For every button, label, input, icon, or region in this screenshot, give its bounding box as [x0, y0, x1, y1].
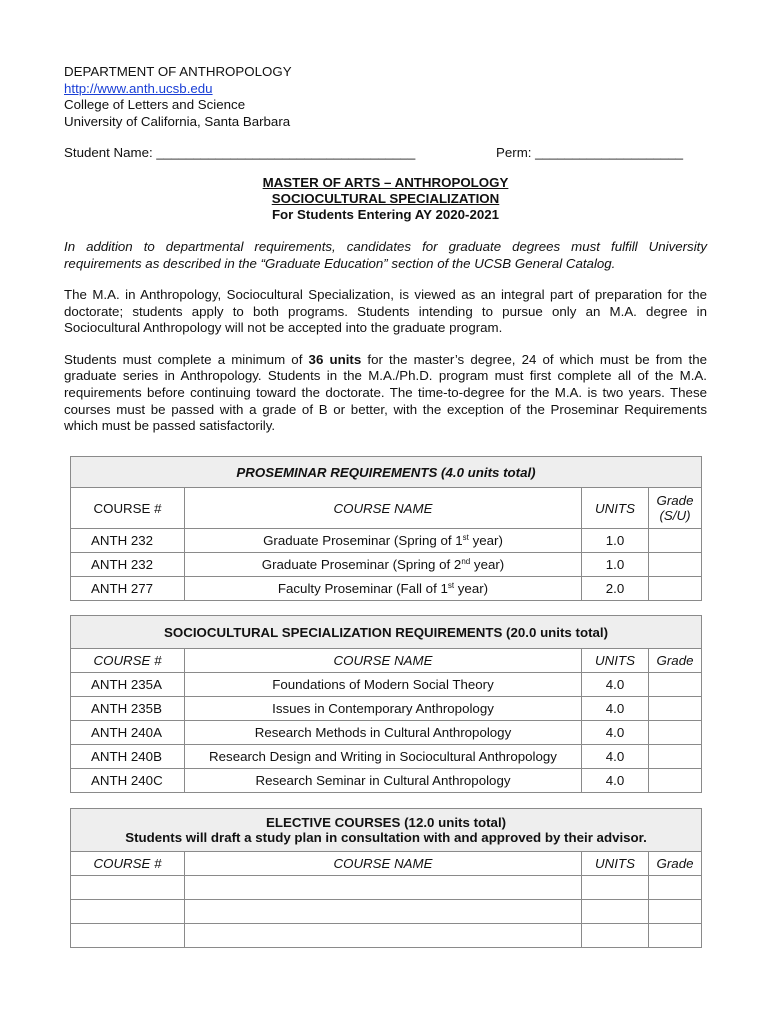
grade-cell[interactable]	[649, 721, 702, 745]
units-minimum: 36 units	[308, 351, 362, 367]
table-row: ANTH 240B Research Design and Writing in Sociocultural Anthropology 4.0	[71, 745, 702, 769]
units-input-cell[interactable]	[582, 876, 649, 900]
course-name-input-cell[interactable]	[185, 900, 582, 924]
col-name-header: COURSE NAME	[185, 488, 582, 529]
grade-cell[interactable]	[649, 876, 702, 900]
grade-cell[interactable]	[649, 900, 702, 924]
grade-cell[interactable]	[649, 529, 702, 553]
department-name: DEPARTMENT OF ANTHROPOLOGY	[64, 64, 292, 79]
table-row: ANTH 232 Graduate Proseminar (Spring of 2nd year) 1.0	[71, 553, 702, 577]
grade-cell[interactable]	[649, 553, 702, 577]
document-title	[64, 175, 707, 223]
intro-paragraph: In addition to departmental requirements, candidates for graduate degrees must fulfill University requirements as described in the “Graduate Education” section of the UCSB General Catalog.	[64, 239, 707, 271]
table-row: ANTH 240C Research Seminar in Cultural Anthropology 4.0	[71, 769, 702, 793]
department-url-link[interactable]: http://www.anth.ucsb.edu	[64, 80, 213, 96]
college-name: College of Letters and Science	[64, 97, 246, 112]
table-row: ANTH 235A Foundations of Modern Social Theory 4.0	[71, 673, 702, 697]
col-units-header: UNITS	[582, 488, 649, 529]
units-paragraph: Students must complete a minimum of 36 units for the master’s degree, 24 of which must be from the graduate series in Anthropology. Students in the M.A./Ph.D. program must first complete all of the M.A. requirements before continuing toward the doctorate. The time-to-degree for the M.A. is two years. These courses must be passed with a grade of B or better, with the exception of the Proseminar Requirements which must be passed satisfactorily.	[64, 351, 707, 434]
document-page	[64, 64, 707, 435]
perm-field[interactable]: Perm: ____________________	[496, 145, 684, 160]
units-input-cell[interactable]	[582, 924, 649, 948]
grade-cell[interactable]	[649, 745, 702, 769]
specialization-table	[70, 615, 702, 793]
grade-cell[interactable]	[649, 673, 702, 697]
electives-heading: ELECTIVE COURSES (12.0 units total) Students will draft a study plan in consultation with and approved by their advisor.	[71, 809, 702, 852]
electives-table	[70, 808, 702, 948]
table-row: ANTH 240A Research Methods in Cultural Anthropology 4.0	[71, 721, 702, 745]
title-line-3: For Students Entering AY 2020-2021	[271, 207, 500, 222]
col-course-header: COURSE #	[71, 488, 185, 529]
col-course-header: COURSE #	[71, 852, 185, 876]
table-row: ANTH 232 Graduate Proseminar (Spring of 1st year) 1.0	[71, 529, 702, 553]
grade-cell[interactable]	[649, 924, 702, 948]
proseminar-heading: PROSEMINAR REQUIREMENTS (4.0 units total)	[71, 457, 702, 488]
col-grade-header: Grade	[649, 649, 702, 673]
col-units-header: UNITS	[582, 649, 649, 673]
col-units-header: UNITS	[582, 852, 649, 876]
units-input-cell[interactable]	[582, 900, 649, 924]
course-name-input-cell[interactable]	[185, 876, 582, 900]
col-course-header: COURSE #	[71, 649, 185, 673]
course-input-cell[interactable]	[71, 876, 185, 900]
course-name-input-cell[interactable]	[185, 924, 582, 948]
col-grade-header: Grade	[649, 852, 702, 876]
table-row	[71, 876, 702, 900]
table-row: ANTH 235B Issues in Contemporary Anthropology 4.0	[71, 697, 702, 721]
proseminar-table	[70, 456, 702, 601]
col-name-header: COURSE NAME	[185, 649, 582, 673]
course-input-cell[interactable]	[71, 900, 185, 924]
col-grade-header: Grade (S/U)	[649, 488, 702, 529]
table-row: ANTH 277 Faculty Proseminar (Fall of 1st year) 2.0	[71, 577, 702, 601]
student-info-row	[64, 145, 707, 163]
table-row	[71, 924, 702, 948]
title-line-2: SOCIOCULTURAL SPECIALIZATION	[271, 191, 500, 206]
grade-cell[interactable]	[649, 769, 702, 793]
university-name: University of California, Santa Barbara	[64, 113, 291, 129]
grade-cell[interactable]	[649, 577, 702, 601]
specialization-heading: SOCIOCULTURAL SPECIALIZATION REQUIREMENTS (20.0 units total)	[71, 616, 702, 649]
student-name-field[interactable]: Student Name: ___________________________________	[64, 145, 416, 160]
program-paragraph: The M.A. in Anthropology, Sociocultural Specialization, is viewed as an integral part of preparation for the doctorate; students apply to both programs. Students intending to pursue only an M.A. degree in Sociocultural Anthropology will not be accepted into the graduate program.	[64, 287, 707, 336]
grade-cell[interactable]	[649, 697, 702, 721]
table-row	[71, 900, 702, 924]
course-input-cell[interactable]	[71, 924, 185, 948]
title-line-1: MASTER OF ARTS – ANTHROPOLOGY	[262, 175, 509, 190]
col-name-header: COURSE NAME	[185, 852, 582, 876]
